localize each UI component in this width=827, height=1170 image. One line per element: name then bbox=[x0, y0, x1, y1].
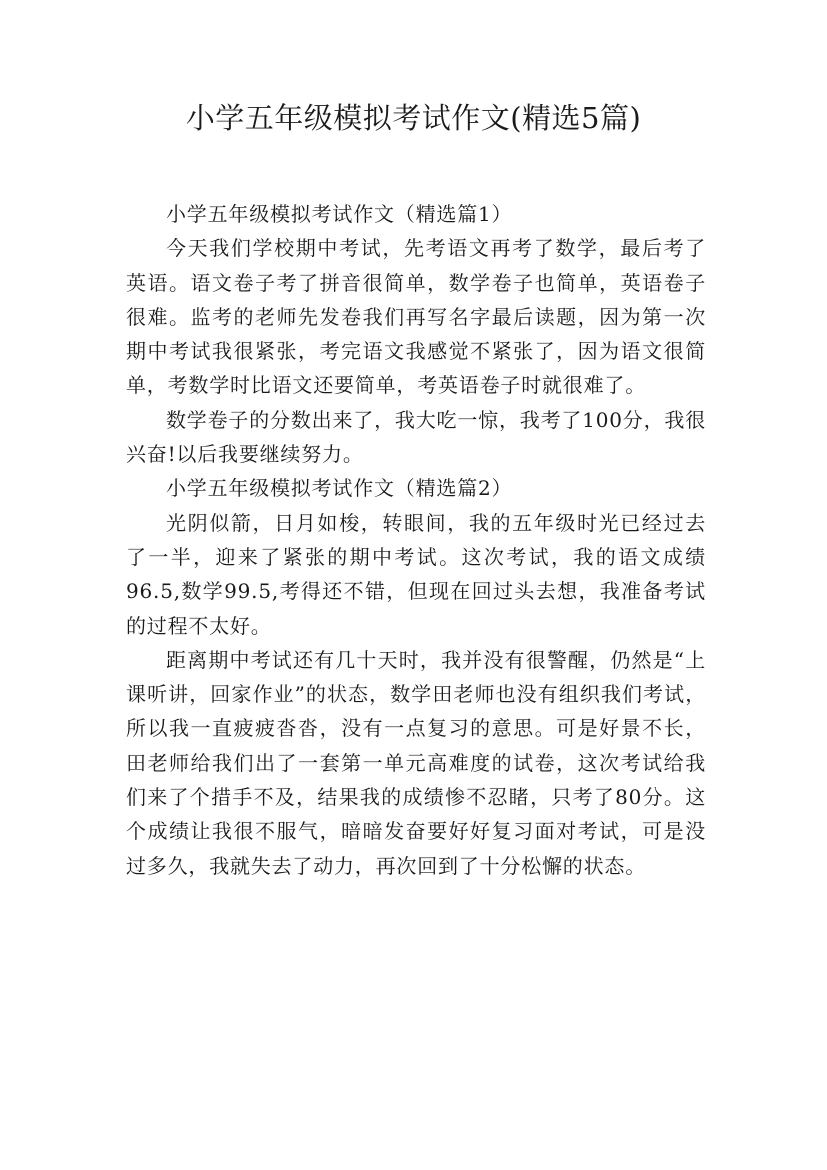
paragraph: 数学卷子的分数出来了，我大吃一惊，我考了100分，我很兴奋!以后我要继续努力。 bbox=[126, 407, 706, 467]
paragraph: 今天我们学校期中考试，先考语文再考了数学，最后考了英语。语文卷子考了拼音很简单，数学卷子也简单，英语卷子很难。监考的老师先发卷我们再写名字最后读题，因为第一次期中考试我很紧张，考完语文我感觉不紧张了，因为语文很简单，考数学时比语文还要简单，考英语卷子时就很难了。 bbox=[126, 236, 706, 398]
document-title: 小学五年级模拟考试作文(精选5篇) bbox=[185, 101, 642, 135]
paragraph: 光阴似箭，日月如梭，转眼间，我的五年级时光已经过去了一半，迎来了紧张的期中考试。这次考试，我的语文成绩96.5,数学99.5,考得还不错，但现在回过头去想，我准备考试的过程不太好。 bbox=[126, 510, 706, 638]
document-body bbox=[126, 197, 706, 883]
section-heading-2: 小学五年级模拟考试作文（精选篇2） bbox=[166, 476, 513, 501]
section-heading-1: 小学五年级模拟考试作文（精选篇1） bbox=[166, 202, 513, 226]
paragraph: 距离期中考试还有几十天时，我并没有很警醒，仍然是“上课听讲，回家作业”的状态，数学田老师也没有组织我们考试，所以我一直疲疲沓沓，没有一点复习的意思。可是好景不长，田老师给我们出了一套第一单元高难度的试卷，这次考试给我们来了个措手不及，结果我的成绩惨不忍睹，只考了80分。这个成绩让我很不服气，暗暗发奋要好好复习面对考试，可是没过多久，我就失去了动力，再次回到了十分松懈的状态。 bbox=[126, 647, 706, 878]
